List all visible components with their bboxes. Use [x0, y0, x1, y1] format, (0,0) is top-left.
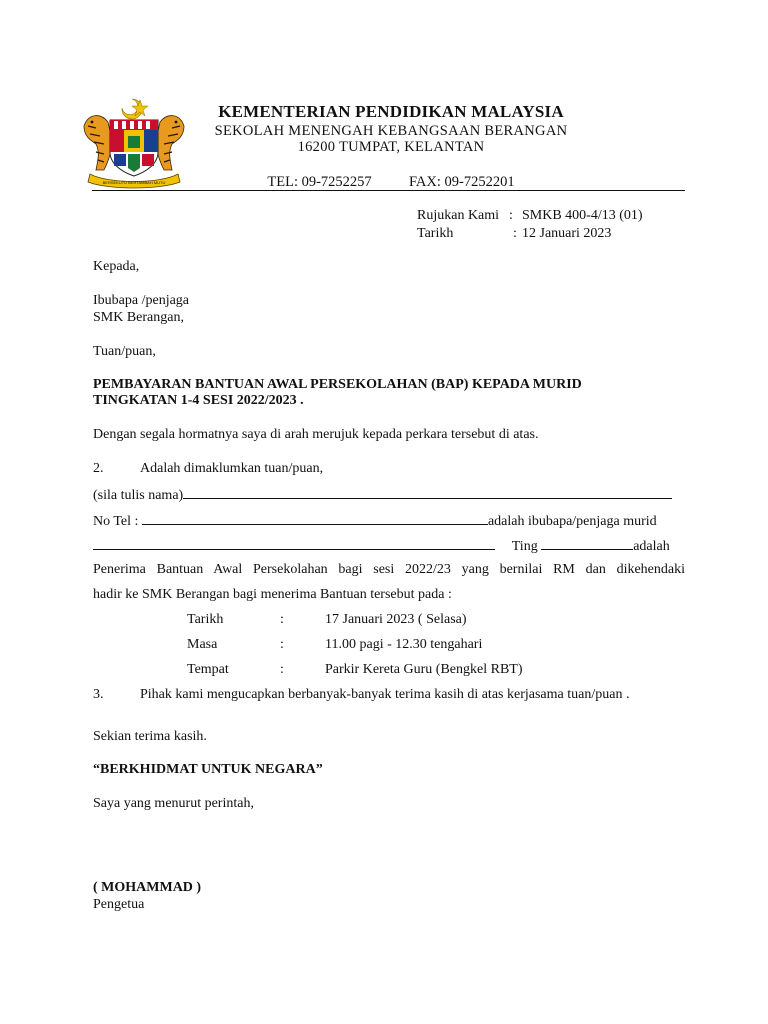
recipient-heading: Kepada,: [93, 259, 140, 274]
name-prompt: (sila tulis nama): [93, 488, 184, 503]
name-blank-line: [183, 486, 672, 499]
detail-label-time: Masa: [187, 637, 218, 652]
tel-field-row: [93, 512, 657, 531]
student-name-blank-line: [93, 537, 495, 550]
tel-prompt: No Tel :: [93, 514, 139, 529]
detail-value-time: 11.00 pagi - 12.30 tengahari: [325, 637, 483, 652]
crest-motto: BERSEKUTU BERTAMBAH MUTU: [102, 180, 166, 185]
school-address: 16200 TUMPAT, KELANTAN: [297, 139, 485, 155]
detail-value-place: Parkir Kereta Guru (Bengkel RBT): [325, 662, 523, 677]
closing-order: Saya yang menurut perintah,: [93, 796, 254, 811]
paragraph-3-number: 3.: [93, 687, 104, 702]
contact-line: [196, 174, 586, 191]
recipient-line-1: Ibubapa /penjaga: [93, 293, 190, 308]
detail-colon-time: :: [280, 637, 284, 652]
reference-colon: :: [509, 208, 513, 223]
school-name: SEKOLAH MENENGAH KEBANGSAAN BERANGAN: [214, 123, 568, 139]
ting-blank-line: [541, 537, 633, 550]
ting-label: Ting: [511, 539, 538, 554]
paragraph-3-text: Pihak kami mengucapkan berbanyak-banyak terima kasih di atas kerjasama tuan/puan .: [140, 687, 630, 702]
body-line-a: Penerima Bantuan Awal Persekolahan bagi sesi 2022/23 yang bernilai RM dan dikehendaki: [93, 562, 685, 577]
subject-line-2: TINGKATAN 1-4 SESI 2022/2023 .: [93, 393, 304, 408]
signatory-name: ( MOHAMMAD ): [93, 880, 202, 895]
closing-thanks: Sekian terima kasih.: [93, 729, 207, 744]
ministry-name: KEMENTERIAN PENDIDIKAN MALAYSIA: [218, 102, 564, 121]
body-line-b: hadir ke SMK Berangan bagi menerima Bantuan tersebut pada :: [93, 587, 452, 602]
letter-date: 12 Januari 2023: [522, 226, 612, 241]
recipient-line-2: SMK Berangan,: [93, 310, 184, 325]
date-label: Tarikh: [417, 226, 454, 241]
fax-number: FAX: 09-7252201: [408, 174, 515, 190]
detail-label-date: Tarikh: [187, 612, 224, 627]
reference-label: Rujukan Kami: [417, 208, 500, 223]
student-field-row: [93, 537, 670, 556]
date-colon: :: [513, 226, 517, 241]
detail-value-date: 17 Januari 2023 ( Selasa): [325, 612, 467, 627]
name-field-row: [93, 486, 672, 505]
tel-suffix: adalah ibubapa/penjaga murid: [487, 514, 657, 529]
signatory-position: Pengetua: [93, 897, 145, 912]
subject-line-1: PEMBAYARAN BANTUAN AWAL PERSEKOLAHAN (BAP) KEPADA MURID: [93, 377, 582, 392]
motto: “BERKHIDMAT UNTUK NEGARA”: [93, 762, 323, 777]
paragraph-2-text: Adalah dimaklumkan tuan/puan,: [140, 461, 324, 476]
intro-paragraph: Dengan segala hormatnya saya di arah merujuk kepada perkara tersebut di atas.: [93, 427, 539, 442]
coat-of-arms-icon: [78, 96, 190, 192]
salutation: Tuan/puan,: [93, 344, 156, 359]
tel-blank-line: [142, 512, 488, 525]
telephone-number: TEL: 09-7252257: [267, 174, 372, 190]
detail-colon-date: :: [280, 612, 284, 627]
ting-suffix: adalah: [633, 539, 670, 554]
reference-number: SMKB 400-4/13 (01): [522, 208, 643, 223]
letterhead-divider: [92, 190, 685, 191]
detail-label-place: Tempat: [187, 662, 229, 677]
paragraph-2-number: 2.: [93, 461, 104, 476]
detail-colon-place: :: [280, 662, 284, 677]
